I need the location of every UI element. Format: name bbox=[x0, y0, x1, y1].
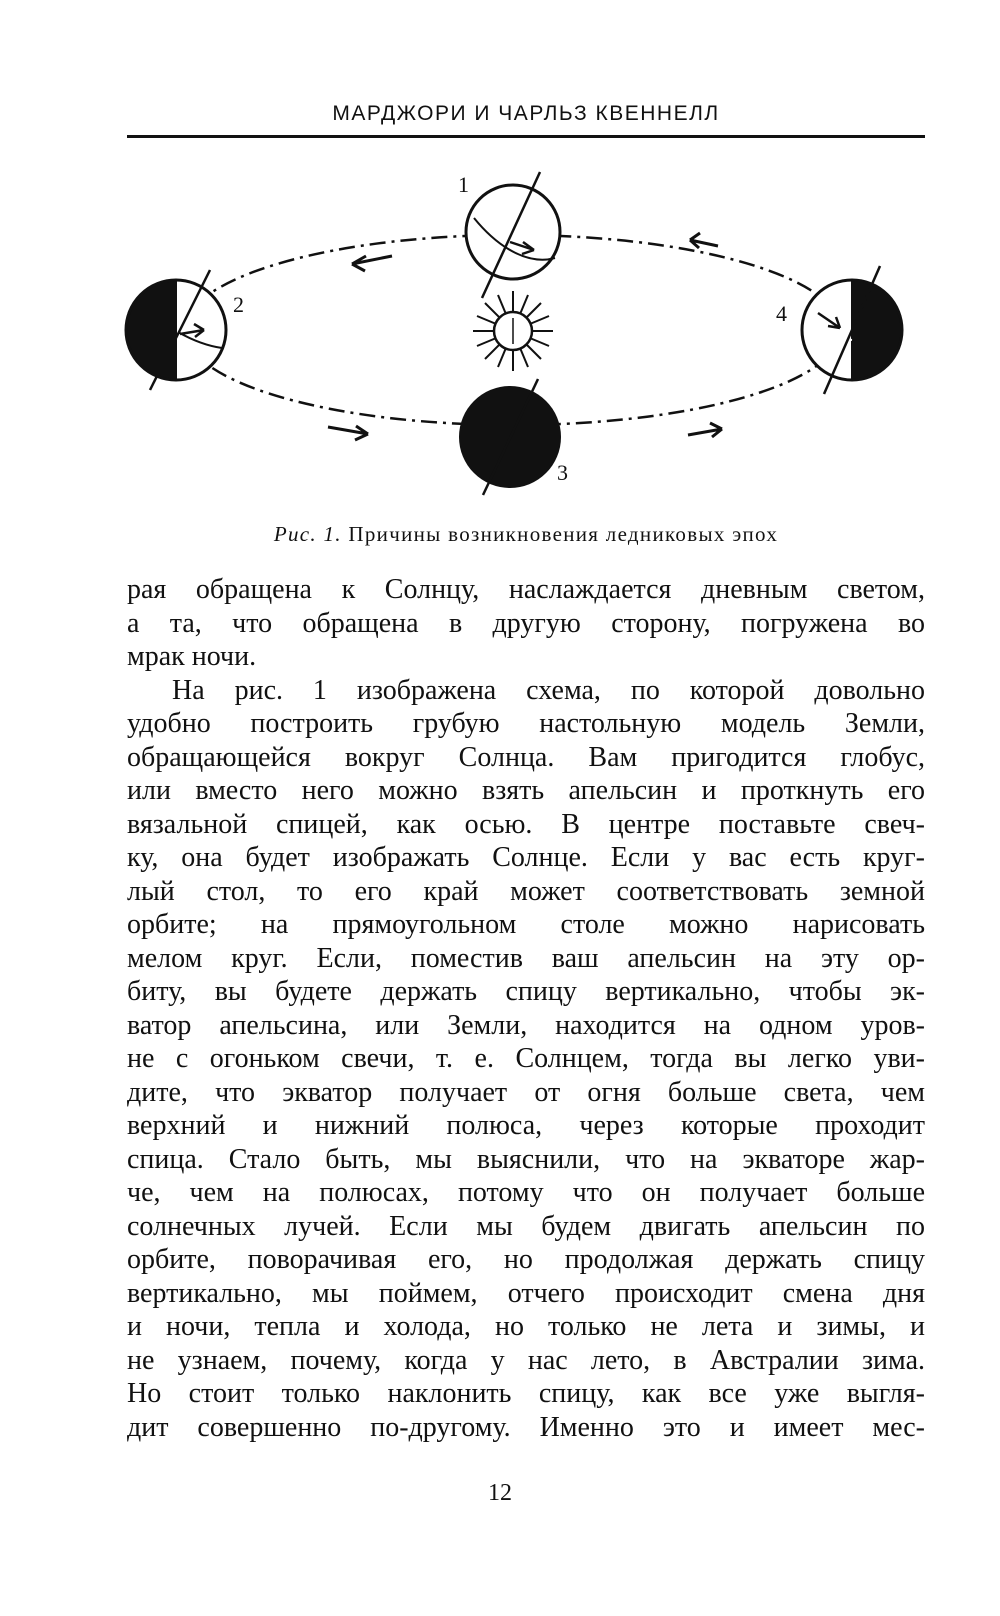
text-line: ватор апельсина, или Земли, находится на одном уров- bbox=[127, 1009, 925, 1041]
text-line: не узнаем, почему, когда у нас лето, в Австралии зима. bbox=[127, 1344, 925, 1376]
orbit-arrow-bottom-left-icon bbox=[328, 426, 368, 440]
position-label-3: 3 bbox=[557, 460, 568, 485]
header-rule bbox=[127, 135, 925, 138]
position-label-1: 1 bbox=[458, 172, 469, 197]
text-line: солнечных лучей. Если мы будем двигать апельсин по bbox=[127, 1210, 925, 1242]
text-line: ку, она будет изображать Солнце. Если у вас есть круг- bbox=[127, 842, 925, 873]
text-line: или вместо него можно взять апельсин и проткнуть его bbox=[127, 775, 925, 806]
text-line: обращающейся вокруг Солнца. Вам пригодится глобус, bbox=[127, 741, 925, 773]
earth-position-3 bbox=[459, 379, 561, 495]
running-head: МАРДЖОРИ И ЧАРЛЬЗ КВЕННЕЛЛ bbox=[332, 102, 720, 125]
text-line: спица. Стало быть, мы выяснили, что на экваторе жар- bbox=[127, 1143, 925, 1175]
text-line: не с огоньком свечи, т. е. Солнцем, тогда вы легко уви- bbox=[127, 1043, 925, 1074]
page-number: 12 bbox=[488, 1480, 512, 1506]
text-line: удобно построить грубую настольную модель Земли, bbox=[127, 708, 925, 739]
text-line: че, чем на полюсах, потому что он получает больше bbox=[127, 1177, 925, 1208]
sun-icon bbox=[473, 291, 553, 371]
text-line: биту, вы будете держать спицу вертикально, чтобы эк- bbox=[127, 976, 925, 1007]
figure-caption-text: Причины возникновения ледниковых эпох bbox=[348, 522, 779, 546]
text-line: вертикально, мы поймем, отчего происходит смена дня bbox=[127, 1277, 925, 1309]
orbit-arrow-top-right-icon bbox=[690, 233, 718, 248]
text-line: лый стол, то его край может соответствовать земной bbox=[127, 875, 925, 907]
earth-position-4 bbox=[802, 266, 908, 394]
text-line: мрак ночи. bbox=[127, 641, 257, 672]
text-line: Но стоит только наклонить спицу, как все уже выгля- bbox=[127, 1378, 925, 1409]
position-label-2: 2 bbox=[233, 292, 244, 317]
text-line: На рис. 1 изображена схема, по которой довольно bbox=[172, 674, 925, 706]
earth-position-1 bbox=[466, 172, 560, 298]
figure-caption bbox=[127, 522, 925, 547]
text-line: вязальной спицей, как осью. В центре поставьте свеч- bbox=[127, 808, 925, 840]
text-line: а та, что обращена в другую сторону, погружена во bbox=[127, 607, 925, 639]
text-line: орбите; на прямоугольном столе можно нарисовать bbox=[127, 909, 925, 940]
text-line: и ночи, тепла и холода, но только не лета и зимы, и bbox=[127, 1311, 925, 1342]
figure-ref: Рис. 1. bbox=[273, 522, 342, 546]
body-text bbox=[127, 573, 925, 1444]
text-line: дите, что экватор получает от огня больше света, чем bbox=[127, 1076, 925, 1108]
orbit-figure bbox=[0, 170, 1000, 520]
text-line: верхний и нижний полюса, через которые проходит bbox=[127, 1110, 925, 1141]
orbit-arrow-top-left-icon bbox=[352, 256, 392, 271]
text-line: рая обращена к Солнцу, наслаждается дневным светом, bbox=[127, 574, 925, 605]
orbit-arrow-bottom-right-icon bbox=[688, 423, 722, 437]
position-label-4: 4 bbox=[776, 301, 787, 326]
text-line: орбите, поворачивая его, но продолжая держать спицу bbox=[127, 1244, 925, 1275]
text-line: мелом круг. Если, поместив ваш апельсин на эту ор- bbox=[127, 942, 925, 974]
text-line: дит совершенно по-другому. Именно это и имеет мес- bbox=[127, 1411, 925, 1443]
earth-position-2 bbox=[120, 270, 226, 390]
